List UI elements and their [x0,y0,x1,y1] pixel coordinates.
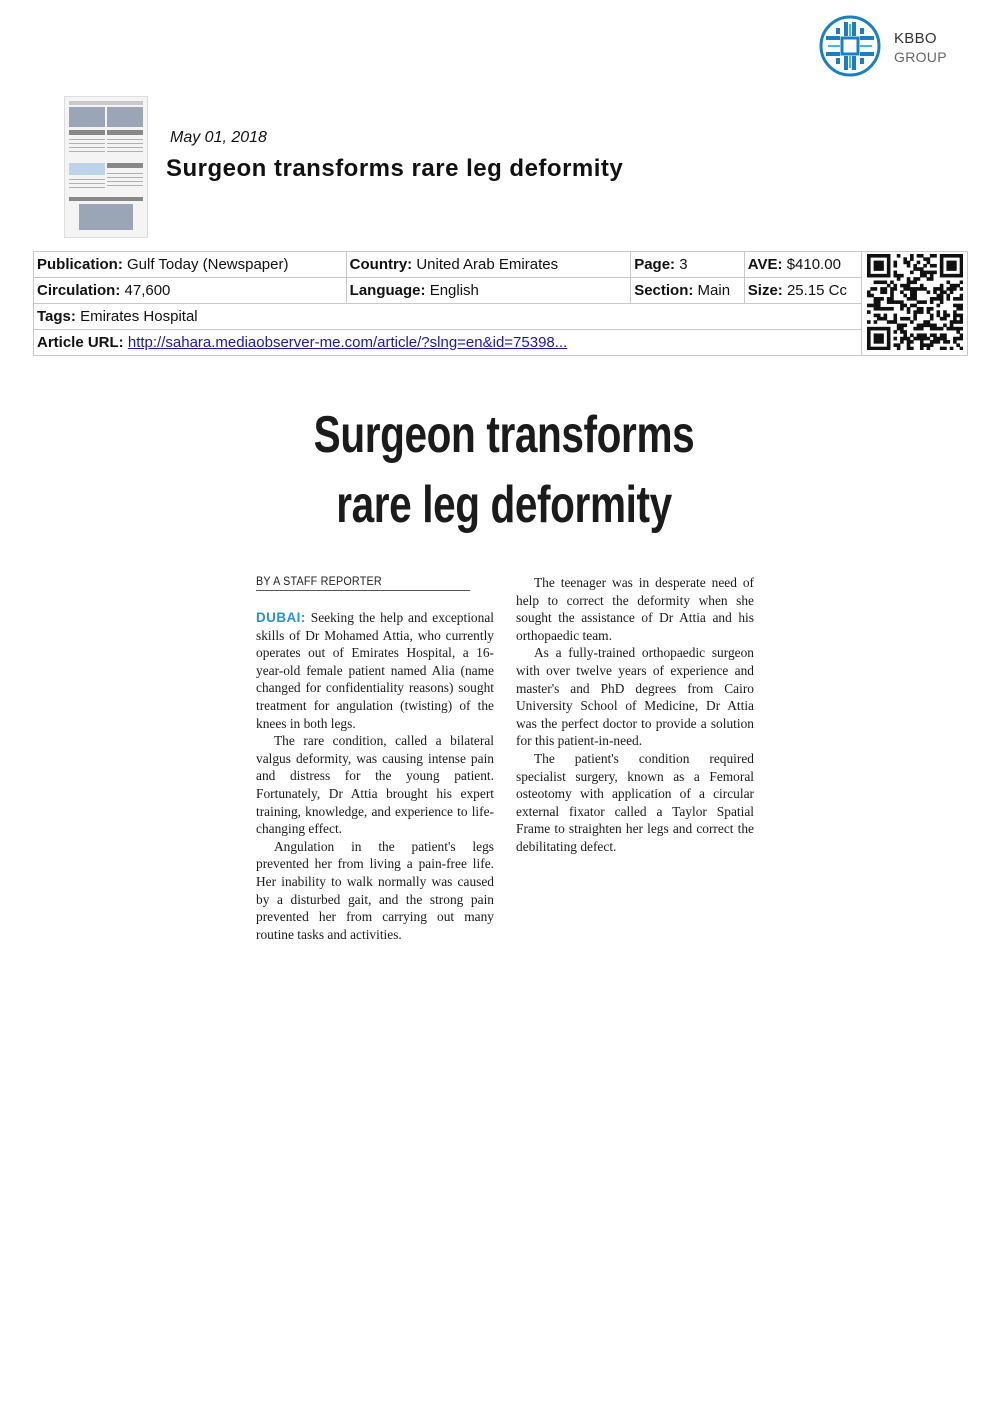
metadata-row [34,252,968,278]
country-value: United Arab Emirates [416,256,559,273]
size-cell [744,278,862,304]
size-value: 25.15 Cc [786,282,848,299]
article-paragraph: The rare condition, called a bilateral valgus deformity, was causing intense pain and distress for the young patient. Fortunately, Dr Attia brought his expert training, knowledge, and experience to life-changing effect. [256,733,494,837]
tags-label: Tags: [37,308,76,325]
section-value: Main [697,282,731,299]
page-label: Page: [634,256,676,273]
size-label: Size: [747,282,783,299]
page-thumbnail [64,96,148,238]
publication-value: Gulf Today (Newspaper) [127,256,289,273]
article-clipping [244,388,764,948]
tags-value: Emirates Hospital [80,308,198,325]
headline-line1: Surgeon transforms [313,406,695,464]
publication-label: Publication: [37,256,123,273]
ave-label: AVE: [747,256,783,273]
article-paragraph: The patient's condition required specialist surgery, known as a Femoral osteotomy with application of a circular external fixator called a Taylor Spatial Frame to straighten her legs and correct the debilitating defect. [516,750,754,854]
article-paragraph [256,609,494,732]
metadata-row [34,278,968,304]
article-date: May 01, 2018 [170,129,267,146]
article-paragraph: As a fully-trained orthopaedic surgeon with over twelve years of experience and master's and PhD degrees from Cairo University School of Medicine, Dr Attia was the perfect doctor to provide a solution for this patient-in-need. [516,645,754,749]
byline: BY A STAFF REPORTER [256,574,470,591]
kbbo-globe-icon [818,14,882,78]
section-label: Section: [634,282,694,299]
url-cell [34,330,862,356]
qr-cell [862,252,968,356]
qr-code-icon[interactable] [867,254,963,350]
publication-cell [34,252,347,278]
logo-line1: KBBO [894,30,937,47]
logo-text [894,30,947,66]
language-value: English [429,282,479,299]
paragraph-text: Seeking the help and exceptional skills of Dr Mohamed Attia, who currently operates out of Emirates Hospital, a 16-year-old female patient named Alia (name changed for confidentiality reasons) sought treatment for angulation (twisting) of the knees in both legs. [256,610,494,731]
page-cell [631,252,745,278]
circulation-value: 47,600 [124,282,171,299]
article-column-1 [256,609,494,943]
article-paragraph: Angulation in the patient's legs prevented her from living a pain-free life. Her inability to walk normally was caused by a disturbed gait, and the strong pain prevented her from carrying out many routine tasks and activities. [256,838,494,942]
page-value: 3 [679,256,688,273]
tags-cell [34,304,862,330]
page-title: Surgeon transforms rare leg deformity [166,155,624,182]
country-label: Country: [349,256,413,273]
kbbo-logo [818,14,968,80]
country-cell [346,252,631,278]
metadata-row [34,330,968,356]
article-column-2 [516,574,754,856]
language-label: Language: [349,282,426,299]
metadata-table [33,251,968,356]
language-cell [346,278,631,304]
circulation-cell [34,278,347,304]
headline-line2: rare leg deformity [336,476,672,534]
article-paragraph: The teenager was in desperate need of help to correct the deformity when she sought the assistance of Dr Attia and his orthopaedic team. [516,575,754,643]
ave-cell [744,252,862,278]
logo-line2: GROUP [894,49,947,65]
section-cell [631,278,745,304]
url-label: Article URL: [37,334,124,351]
article-url-link[interactable]: http://sahara.mediaobserver-me.com/article/?slng=en&id=75398... [127,334,568,351]
circulation-label: Circulation: [37,282,121,299]
article-headline [301,400,707,540]
dateline: DUBAI: [256,610,306,625]
ave-value: $410.00 [786,256,841,273]
metadata-row [34,304,968,330]
